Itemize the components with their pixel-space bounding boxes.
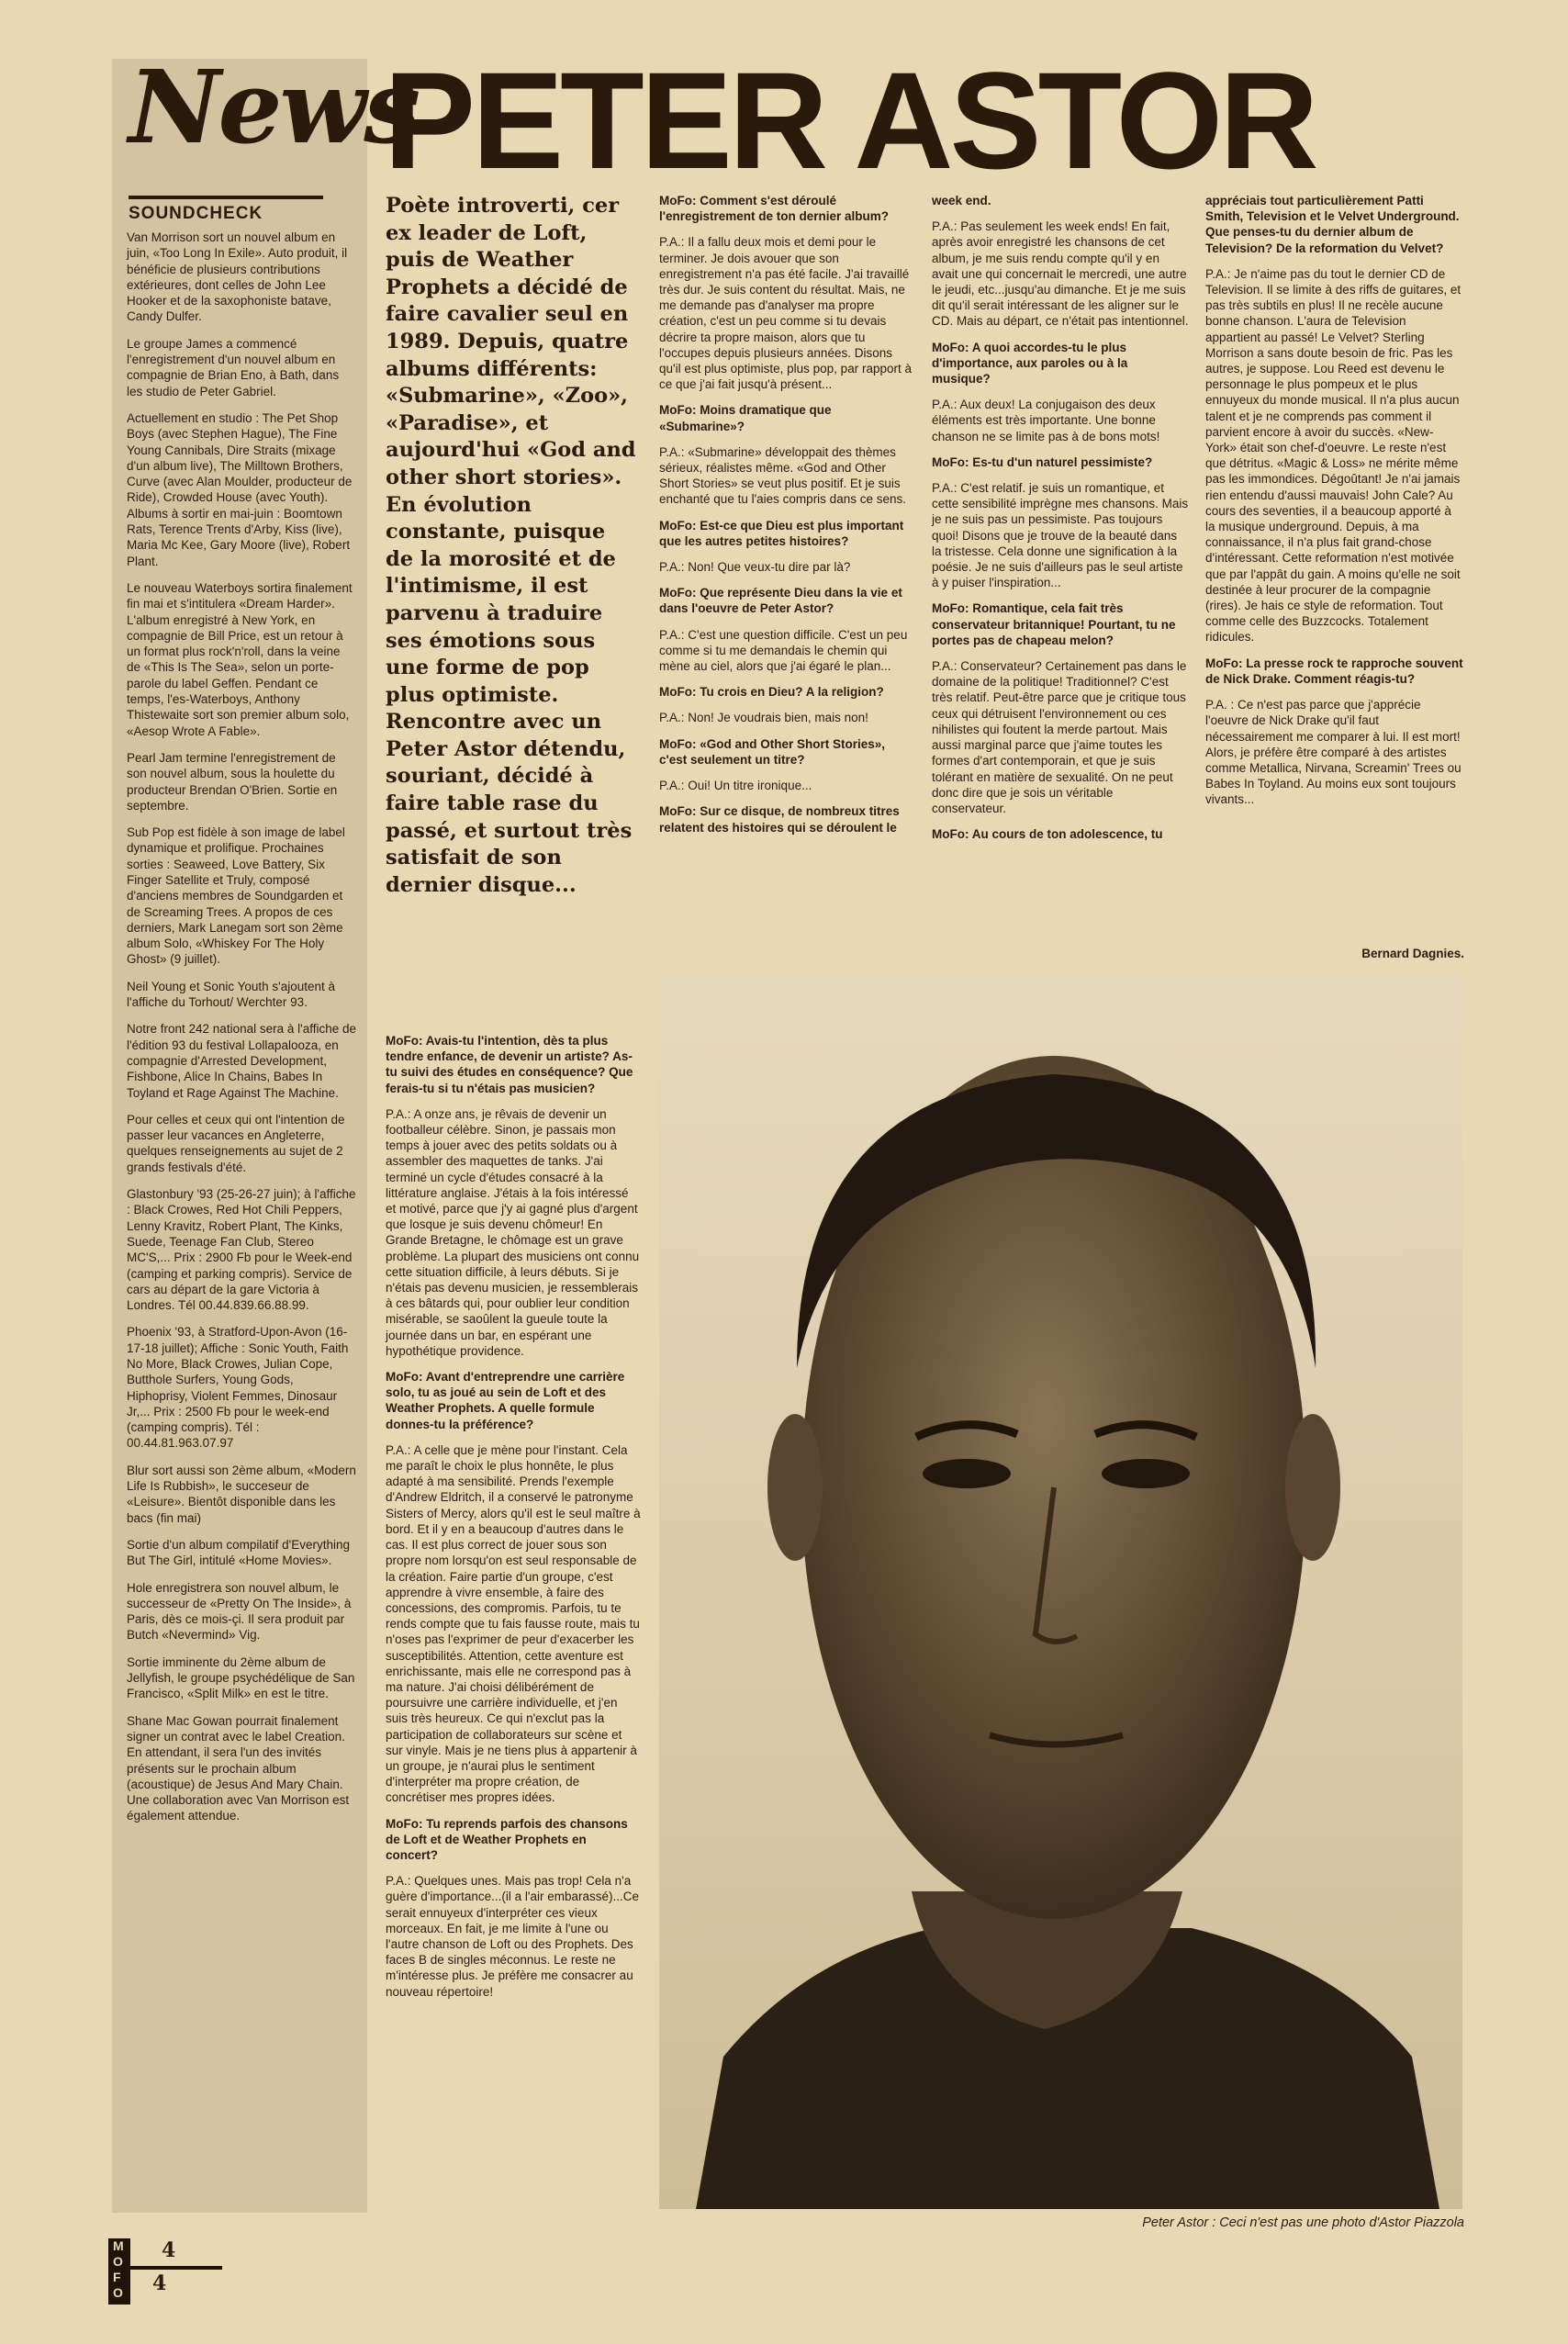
interview-answer: P.A.: C'est une question difficile. C'est un peu comme si tu me demandais le chemin qui mène au ciel, alors que j'ai égaré le plan...: [659, 627, 908, 674]
news-item: Le groupe James a commencé l'enregistrement d'un nouvel album en compagnie de Brian Eno, à Bath, dans les studio de Peter Gabriel.: [127, 336, 340, 398]
section-title: News: [129, 48, 419, 166]
interview-answer: P.A.: Aux deux! La conjugaison des deux éléments est très importante. Une bonne chanson ne se limite pas à de bons mots!: [932, 398, 1160, 443]
page-number-echo: 4: [152, 2271, 167, 2295]
interview-column-3: [932, 193, 1189, 852]
interview-answer: P.A.: Non! Je voudrais bien, mais non!: [659, 711, 868, 725]
news-item: Pearl Jam termine l'enregistrement de son nouvel album, sous la houlette du producteur Brendan O'Brien. Sortie en septembre.: [127, 750, 338, 813]
interview-answer: P.A.: «Submarine» développait des thèmes sérieux, réalistes même. «God and Other Short Stories» se veut plus positif. Et je suis enchanté que tu l'aies compris dans ce sens.: [659, 444, 906, 507]
news-item: Glastonbury '93 (25-26-27 juin); à l'affiche : Black Crowes, Red Hot Chili Peppers, Lenny Kravitz, Robert Plant, The Kinks, Suede, Teenage Fan Club, Stereo MC'S,... Prix : 2900 Fb pour le Week-end (camping et parking compris). Service de cars au départ de la gare Victoria à Londres. Tél 00.44.839.66.88.99.: [127, 1187, 356, 1313]
photo-caption: Peter Astor : Ceci n'est pas une photo d'Astor Piazzola: [1142, 2215, 1464, 2230]
news-item: Sortie d'un album compilatif d'Everything But The Girl, intitulé «Home Movies».: [127, 1537, 351, 1568]
interview-answer: P.A.: C'est relatif. je suis un romantique, et cette sensibilité imprègne mes chansons. Mais je ne suis pas un pessimiste. Pas toujours quoi! Disons que je trouve de la beauté dans la tristesse. Cela donne une signification à la poésie. Je ne suis d'ailleurs pas le seul artiste à y puiser l'inspiration...: [932, 481, 1189, 590]
interview-column-2: [659, 193, 914, 846]
news-item: Van Morrison sort un nouvel album en juin, «Too Long In Exile». Auto produit, il bénéficie de plusieurs contributions extérieures, dont celles de John Lee Hooker et de la saxophoniste batave, Candy Dulfer.: [127, 230, 348, 324]
news-item: Le nouveau Waterboys sortira finalement fin mai et s'intitulera «Dream Harder». L'album enregistré à New York, en compagnie de Bill Price, est un retour à un format plus rock'n'roll, dans la veine de «This Is The Sea», selon un porte-parole du label Geffen. Pendant ce temps, l'es-Waterboys, Anthony Thistewaite sort son premier album solo, «Aesop Wrote A Fable».: [127, 580, 353, 738]
interview-question: MoFo: Sur ce disque, de nombreux titres relatent des histoires qui se déroulent le: [659, 804, 900, 835]
article-title: PETER ASTOR: [384, 43, 1316, 197]
sidebar-news-column: [127, 230, 356, 1835]
page-number: 4: [162, 2238, 176, 2262]
news-item: Sub Pop est fidèle à son image de label dynamique et prolifique. Prochaines sorties : Seaweed, Love Battery, Six Finger Satellite et Truly, composé d'anciens membres de Soundgarden et de Screaming Trees. A propos de ces derniers, Mark Lanegam sort son 2ème album Solo, «Whiskey For The Holy Ghost» (9 juillet).: [127, 825, 345, 967]
interview-answer: P.A.: Quelques unes. Mais pas trop! Cela n'a guère d'importance...(il a l'air embarassé)...Ce serait ennuyeux d'interpréter ces vieux morceaux. En fait, je me limite à l'une ou l'autre chanson de Loft ou des Prophets. Des faces B de singles méconnus. Le reste ne m'intéresse plus. Je préfère me consacrer au nouveau répertoire!: [386, 1874, 640, 1999]
news-item: Pour celles et ceux qui ont l'intention de passer leur vacances en Angleterre, quelques renseignements au sujet de 2 grands festivals d'été.: [127, 1112, 345, 1174]
news-item: Phoenix '93, à Stratford-Upon-Avon (16-17-18 juillet); Affiche : Sonic Youth, Faith No More, Black Crowes, Julian Cope, Butthole Surfers, Young Gods, Hiphoprisy, Violent Femmes, Dinosaur Jr,... Prix : 2500 Fb pour le week-end (camping compris). Tél : 00.44.81.963.07.97: [127, 1325, 349, 1451]
interview-answer: P.A.: Conservateur? Certainement pas dans le domaine de la politique! Traditionnel? C'est très relatif. Peut-être parce que je critique tous ceux qui détruisent l'environnement ou ces nihilistes qui foutent la merde partout. Mais aussi marginal parce que j'aime toutes les formes d'art contemporain, et que je suis tolérant en matière de sexualité. On ne peut donc dire que je sois un véritable conservateur.: [932, 659, 1187, 815]
interview-answer: P.A.: Non! Que veux-tu dire par là?: [659, 560, 851, 575]
news-item: Shane Mac Gowan pourrait finalement signer un contrat avec le label Creation. En attendant, il sera l'un des invités présents sur le prochain album (acoustique) de Jesus And Mary Chain. Une collaboration avec Van Morrison est également attendue.: [127, 1713, 350, 1823]
interview-question: MoFo: Moins dramatique que «Submarine»?: [659, 403, 832, 433]
news-item: Sortie imminente du 2ème album de Jellyfish, le groupe psychédélique de San Francisco, «Split Milk» en est le titre.: [127, 1654, 355, 1701]
interview-question: MoFo: Avant d'entreprendre une carrière solo, tu as joué au sein de Loft et des Weather Prophets. A quelle formule donnes-tu la préférence?: [386, 1370, 625, 1431]
interview-question: appréciais tout particulièrement Patti Smith, Television et le Velvet Underground. Que penses-tu du dernier album de Television? De la reformation du Velvet?: [1205, 194, 1460, 255]
interview-question: MoFo: Tu crois en Dieu? A la religion?: [659, 685, 884, 700]
interview-answer: P.A. : Ce n'est pas parce que j'apprécie l'oeuvre de Nick Drake qu'il faut nécessairement me comparer à lui. Il est mort! Alors, je préfère être comparé à des artistes comme Metallica, Nirvana, Screamin' Trees ou Babes In Toyland. Au moins eux sont toujours vivants...: [1205, 698, 1462, 807]
interview-question: MoFo: Comment s'est déroulé l'enregistrement de ton dernier album?: [659, 194, 890, 224]
news-item: Actuellement en studio : The Pet Shop Boys (avec Stephen Hague), The Fine Young Cannibals, Dire Straits (mixage d'un album live), The Milltown Brothers, Curve (avec Alan Moulder, producteur de Ride), Crowded House (avec Youth). Albums à sortir en mai-juin : Boomtown Rats, Terence Trents d'Arby, Kiss (live), Maria Mc Kee, Gary Moore (live), Robert Plant.: [127, 410, 353, 568]
interview-question: MoFo: La presse rock te rapproche souvent de Nick Drake. Comment réagis-tu?: [1205, 656, 1463, 686]
author-signature: Bernard Dagnies.: [1361, 947, 1464, 960]
news-item: Blur sort aussi son 2ème album, «Modern Life Is Rubbish», le succeseur de «Leisure». Bientôt disponible dans les bacs (fin mai): [127, 1463, 356, 1525]
interview-answer: P.A.: Oui! Un titre ironique...: [659, 779, 812, 793]
interview-answer: P.A.: Il a fallu deux mois et demi pour le terminer. Je dois avouer que son enregistrement n'a pas été facile. J'ai travaillé très dur. Je suis content du résultat. Mais, ne me demande pas d'analyser ma propre création, c'est un peu comme si tu devais décrire ta propre maison, alors que tu l'occupes depuis plusieurs années. Disons qu'il est plus optimiste, plus pop, par rapport à ce que j'ai fait jusqu'à présent...: [659, 235, 912, 392]
interview-question: MoFo: Avais-tu l'intention, dès ta plus tendre enfance, de devenir un artiste? As-tu suivi des études en conséquence? Que ferais-tu si tu n'étais pas musicien?: [386, 1034, 633, 1095]
section-rule: [129, 196, 323, 199]
interview-question: MoFo: Tu reprends parfois des chansons de Loft et de Weather Prophets en concert?: [386, 1816, 628, 1862]
interview-answer: P.A.: A onze ans, je rêvais de devenir un footballeur célèbre. Sinon, je passais mon temps à jouer avec des petits soldats ou à assembler des maquettes de tanks. J'ai terminé un cycle d'études consacré à la littérature anglaise. J'étais à la fois intéressé et motivé, parce que j'y ai gagné plus d'argent que losque je suis devenu chômeur! En Grande Bretagne, le chômage est un grave problème. La plupart des musiciens ont connu cette situation difficile, à leurs débuts. Si je n'étais pas devenu musicien, je ressemblerais à ces bâtards qui, pour oublier leur condition misérable, se saoûlent la gueule toute la journée dans un bar, en espérant une hypothétique providence.: [386, 1106, 640, 1358]
interview-question: MoFo: Que représente Dieu dans la vie et dans l'oeuvre de Peter Astor?: [659, 586, 902, 616]
interview-answer: P.A.: Je n'aime pas du tout le dernier CD de Television. Il se limite à des riffs de guitares, et pas très subtils en plus! Il ne recèle aucune bonne chanson. L'aura de Television appartient au passé! Le Velvet? Sterling Morrison a sans doute besoin de fric. Pas les autres, je suppose. Lou Reed est devenu le personnage le plus pompeux et le plus ennuyeux du monde musical. Il n'a plus aucun talent et je ne comprends pas comment il parvient encore à avoir du succès. «New-York» était son chef-d'oeuvre. Le reste n'est que détritus. «Magic & Loss» ne mérite même pas les immondices. Dégoûtant! Je n'ai jamais rien entendu d'aussi mauvais! John Cale? Au cours des seventies, il a beaucoup apporté à la musique underground. Depuis, à ma connaissance, il n'a plus fait grand-chose d'intéressant. Cette reformation n'est motivée que par l'appât du gain. A moins qu'elle ne soit destinée à leur procurer de la compagnie (rires). Je hais ce style de reformation. Tout comme celle des Buzzcocks. Totalement ridicules.: [1205, 266, 1462, 645]
news-item: Notre front 242 national sera à l'affiche de l'édition 93 du festival Lollapalooza, en compagnie d'Arrested Development, Fishbone, Alice In Chains, Babes In Toyland et Rage Against The Machine.: [127, 1022, 356, 1100]
interview-question: MoFo: Es-tu d'un naturel pessimiste?: [932, 454, 1153, 469]
interview-question: week end.: [932, 194, 991, 207]
interview-question: MoFo: Romantique, cela fait très conservateur britannique! Pourtant, tu ne portes pas de chapeau melon?: [932, 601, 1176, 647]
interview-answer: P.A.: Pas seulement les week ends! En fait, après avoir enregistré les chansons de cet album, je me suis rendu compte qu'il y en avait une qui concernait le mercredi, une autre le jeudi, etc...jusqu'au dimanche. Et je me suis dit qu'il serait intéressant de les aligner sur le CD. Mais au départ, ce n'était pas intentionnel.: [932, 219, 1189, 329]
article-intro: Poète introverti, cer ex leader de Loft, puis de Weather Prophets a décidé de faire cavalier seul en 1989. Depuis, quatre albums différents: «Submarine», «Zoo», «Paradise», et aujourd'hui «God and other short stories». En évolution constante, puisque de la morosité et de l'intimisme, il est parvenu à traduire ses émotions sous une forme de pop plus optimiste. Rencontre avec un Peter Astor détendu, souriant, décidé à faire table rase du passé, et surtout très satisfait de son dernier disque...: [386, 194, 636, 897]
interview-answer: P.A.: A celle que je mène pour l'instant. Cela me paraît le choix le plus honnête, le plus adapté à ma sensibilité. Prends l'exemple d'Andrew Eldritch, il a conservé le patronyme Sisters of Mercy, alors qu'il est le seul maître à bord. Et il y en a beaucoup d'autres dans le cas. Il est plus correct de jouer sous son propre nom lorsqu'on est seul responsable de la création. Faire partie d'un groupe, c'est apprendre à vivre ensemble, à faire des concessions, des compromis. Parfois, tu te rends compte que tu fais fausse route, mais tu n'oses pas l'exprimer de peur d'exacerber les susceptibilités. Attention, cette aventure est enrichissante, mais elle ne correspond pas à ma nature. J'ai choisi délibérément de poursuivre une carrière individuelle, et j'en suis très heureux. Ce qui n'exclut pas la participation de collaborateurs sur scène et sur vinyle. Mais je ne tiens plus à appartenir à un groupe, je n'aurai plus le sentiment d'interpréter ma propre création, de concrétiser mes propres idées.: [386, 1442, 641, 1805]
interview-question: MoFo: «God and Other Short Stories», c'est seulement un titre?: [659, 736, 886, 767]
interview-column-1: [386, 1033, 641, 2010]
interview-question: MoFo: A quoi accordes-tu le plus d'importance, aux paroles ou à la musique?: [932, 340, 1128, 387]
news-item: Hole enregistrera son nouvel album, le successeur de «Pretty On The Inside», à Paris, dès ce mois-çi. Il sera produit par Butch «Nevermind» Vig.: [127, 1580, 352, 1643]
portrait-photo: [659, 973, 1462, 2209]
interview-column-4: [1205, 193, 1464, 818]
sidebar-heading: SOUNDCHECK: [129, 204, 263, 223]
interview-question: MoFo: Est-ce que Dieu est plus important que les autres petites histoires?: [659, 518, 904, 548]
interview-question: MoFo: Au cours de ton adolescence, tu: [932, 827, 1163, 842]
news-item: Neil Young et Sonic Youth s'ajoutent à l'affiche du Torhout/ Werchter 93.: [127, 979, 336, 1010]
